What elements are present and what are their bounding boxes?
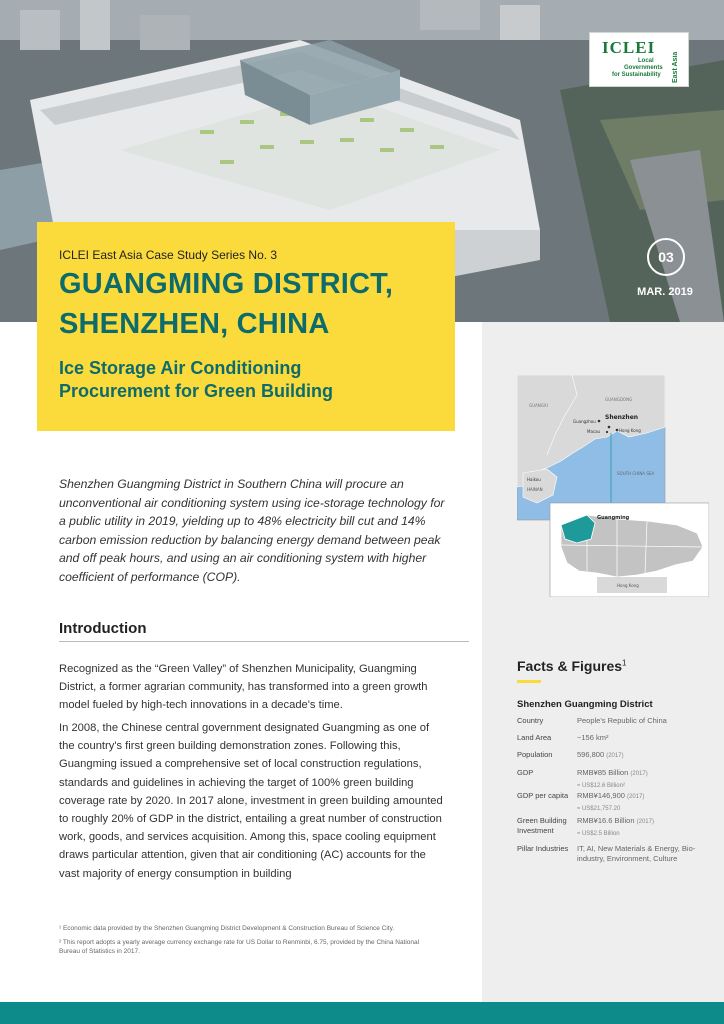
- iclei-logo: [589, 32, 689, 87]
- facts-heading-text: Facts & Figures: [517, 658, 623, 674]
- map-label-haikou: Haikou: [527, 477, 541, 482]
- location-map: [517, 375, 709, 597]
- map-label-hainan: HAINAN: [527, 487, 543, 492]
- fact-label: GDP per capita: [517, 791, 569, 800]
- map-label-hongkong: Hong Kong: [619, 428, 641, 433]
- fact-value: IT, AI, New Materials & Energy, Bio-industry, Environment, Culture: [577, 844, 696, 863]
- series-label: ICLEI East Asia Case Study Series No. 3: [59, 248, 278, 262]
- logo-line-1: Local: [638, 58, 654, 64]
- title-line-2: SHENZHEN, CHINA: [59, 308, 330, 340]
- facts-heading: [517, 658, 626, 674]
- fact-value: RMB¥146,900 (2017) ≈ US$21,757.20: [577, 791, 645, 812]
- map-label-shenzhen: Shenzhen: [605, 414, 639, 421]
- fact-label: Land Area: [517, 733, 552, 742]
- logo-wordmark: ICLEI: [602, 38, 656, 57]
- intro-paragraph-2: In 2008, the Chinese central government designated Guangming as one of the country's first green building demonstration zones. Following this, Guangming issued a comprehensive set of local construction regulations, standards and guidelines in achieving the target of 100% green building coverage rate by 2020. In 2017 alone, investment in green building amounted to roughly 20% of GDP in the district, entailing a great number of construction work, goods, and services acquisition. Among this, space cooling equipment draws particular attention, given that air conditioning (AC) accounts for the vast majority of energy consumption in building: [59, 722, 443, 880]
- issue-date: MAR. 2019: [637, 286, 693, 298]
- facts-footnote-ref: 1: [622, 658, 627, 668]
- fact-value: People's Republic of China: [577, 716, 667, 725]
- map-label-guangdong: GUANGDONG: [605, 397, 633, 402]
- footnote-1: ¹ Economic data provided by the Shenzhen Guangming District Development & Construction Bureau of Science City.: [59, 925, 395, 932]
- subtitle-line-1: Ice Storage Air Conditioning: [59, 358, 302, 378]
- intro-paragraph-1: Recognized as the “Green Valley” of Shenzhen Municipality, Guangming District, a former agrarian community, has transformed into a green growth model fueled by high-tech innovations in a decade's time.: [59, 663, 428, 712]
- fact-label: Pillar Industries: [517, 844, 569, 853]
- title-line-1: GUANGMING DISTRICT,: [59, 268, 394, 300]
- facts-underline: [517, 680, 541, 683]
- map-label-south-china-sea: SOUTH CHINA SEA: [617, 471, 655, 476]
- fact-value: RMB¥85 Billion (2017) ≈ US$12.6 Billion²: [577, 768, 648, 789]
- fact-label: Country: [517, 716, 544, 725]
- abstract-text: Shenzhen Guangming District in Southern China will procure an unconventional air conditioning system using ice-storage technology for a public utility in 2019, yielding up to 48% electricity bill cut and 14% carbon emission reduction by balancing energy demand between peak and off peak hours, and using an air conditioning system with higher coefficient of performance (COP).: [59, 477, 445, 584]
- issue-number-badge: 03: [647, 238, 685, 276]
- fact-label: GDP: [517, 768, 534, 777]
- logo-region: East Asia: [672, 51, 679, 83]
- fact-value: 596,800 (2017): [577, 750, 624, 759]
- facts-subheading: Shenzhen Guangming District: [517, 699, 653, 710]
- fact-label: Population: [517, 750, 553, 759]
- fact-value: ~156 km²: [577, 733, 609, 742]
- introduction-heading: Introduction: [59, 620, 147, 637]
- map-label-guangzhou: Guangzhou: [573, 419, 596, 424]
- logo-line-2: Governments: [624, 65, 663, 71]
- footer-bar: [0, 1002, 724, 1024]
- footnote-2: ² This report adopts a yearly average currency exchange rate for US Dollar to Renminbi, 6.75, provided by the China National Bureau of Statistics in 2017.: [59, 939, 420, 955]
- subtitle-line-2: Procurement for Green Building: [59, 381, 334, 401]
- logo-line-3: for Sustainability: [612, 72, 661, 78]
- heading-divider: [59, 641, 469, 642]
- title-box: [37, 222, 455, 431]
- map-label-guangming: Guangming: [597, 515, 630, 521]
- map-label-macau: Macau: [587, 429, 601, 434]
- map-label-guangxi: GUANGXI: [529, 403, 548, 408]
- fact-value: RMB¥16.6 Billion (2017) ≈ US$2.5 Billion: [577, 816, 654, 837]
- fact-label: Green Building Investment: [517, 816, 567, 835]
- map-label-hongkong-2: Hong Kong: [617, 583, 639, 588]
